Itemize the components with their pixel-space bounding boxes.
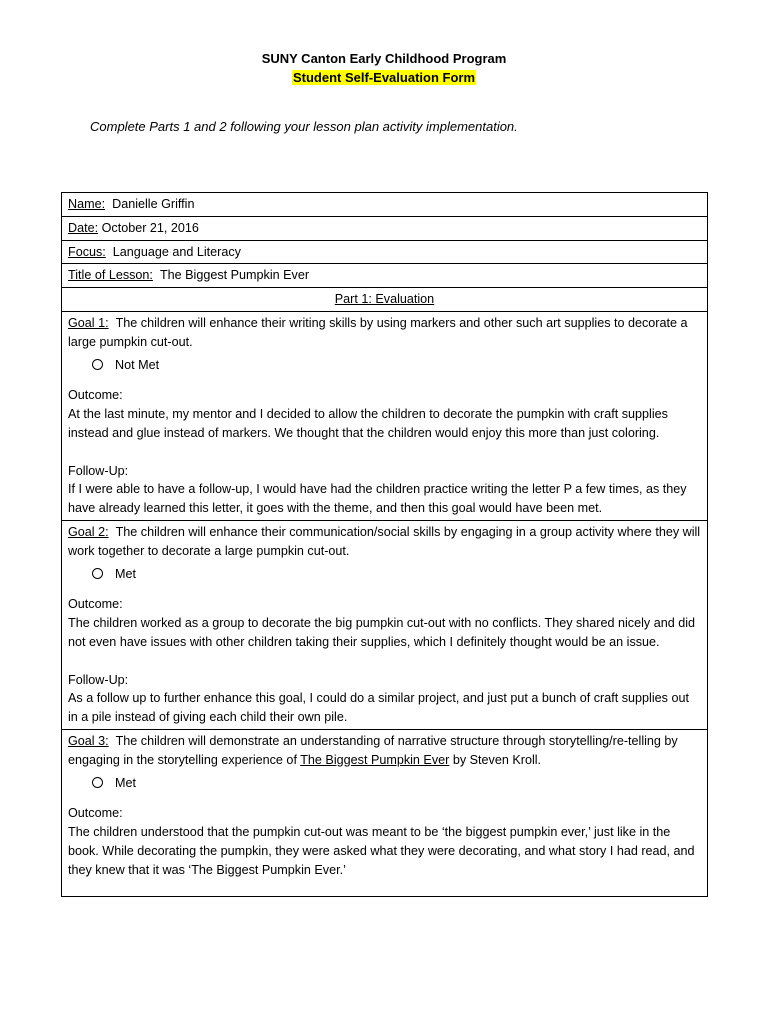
program-name: SUNY Canton Early Childhood Program bbox=[261, 51, 507, 66]
goal-2-statement bbox=[68, 523, 701, 561]
form-title: Student Self-Evaluation Form bbox=[292, 70, 475, 85]
goal-2-text: The children will enhance their communication/social skills by engaging in a group activity where they will work together to decorate a large pumpkin cut-out. bbox=[68, 524, 701, 558]
goal-3-status bbox=[92, 774, 701, 793]
goal-2-label: Goal 2: bbox=[68, 524, 109, 539]
date-row bbox=[62, 216, 708, 240]
goal-2-status bbox=[92, 565, 701, 584]
goal-1-followup-label: Follow-Up: bbox=[68, 463, 129, 478]
lesson-title-label: Title of Lesson: bbox=[68, 268, 153, 283]
goal-2-outcome-label: Outcome: bbox=[68, 597, 123, 612]
goal-3-row bbox=[62, 729, 708, 896]
goal-1-row bbox=[62, 311, 708, 520]
goal-3-text-after: by Steven Kroll. bbox=[452, 752, 542, 767]
spacer bbox=[68, 443, 701, 462]
goal-3-outcome-label: Outcome: bbox=[68, 806, 123, 821]
form-title-line bbox=[0, 68, 768, 87]
goal-3-status-text: Met bbox=[115, 775, 136, 790]
book-title: The Biggest Pumpkin Ever bbox=[300, 752, 450, 767]
lesson-title-row bbox=[62, 264, 708, 288]
goal-3-label: Goal 3: bbox=[68, 733, 109, 748]
radio-circle-icon bbox=[92, 568, 103, 579]
lesson-title-value: The Biggest Pumpkin Ever bbox=[159, 268, 310, 283]
radio-circle-icon bbox=[92, 359, 103, 370]
instructions: Complete Parts 1 and 2 following your lesson plan activity implementation. bbox=[90, 119, 518, 134]
goal-1-followup: If I were able to have a follow-up, I would have had the children practice writing the letter P a few times, as they have already learned this letter, it goes with the theme, and then this goal would have been met. bbox=[68, 482, 687, 516]
radio-circle-icon bbox=[92, 777, 103, 788]
part1-heading-row bbox=[62, 288, 708, 312]
goal-1-status bbox=[92, 356, 701, 375]
goal-2-status-text: Met bbox=[115, 566, 136, 581]
spacer bbox=[68, 652, 701, 671]
goal-1-label: Goal 1: bbox=[68, 315, 109, 330]
focus-value: Language and Literacy bbox=[112, 244, 241, 259]
goal-1-outcome: At the last minute, my mentor and I decided to allow the children to decorate the pumpkin with craft supplies instead and glue instead of markers. We thought that the children would enjoy this more than just coloring. bbox=[68, 407, 668, 440]
date-value: October 21, 2016 bbox=[101, 220, 199, 235]
goal-1-statement bbox=[68, 314, 701, 352]
goal-2-row bbox=[62, 520, 708, 729]
name-row bbox=[62, 193, 708, 217]
goal-2-followup: As a follow up to further enhance this goal, I could do a similar project, and just put a bunch of craft supplies out in a pile instead of giving each child their own pile. bbox=[68, 691, 689, 725]
goal-2-followup-label: Follow-Up: bbox=[68, 672, 129, 687]
goal-3-outcome: The children understood that the pumpkin cut-out was meant to be ‘the biggest pumpkin ever,’ just like in the book. While decorating the pumpkin, they were asked what they were decorating, and what story I had read, and they knew that it was ‘The Biggest Pumpkin Ever.’ bbox=[68, 825, 695, 877]
focus-label: Focus: bbox=[68, 244, 106, 259]
name-value: Danielle Griffin bbox=[112, 197, 195, 211]
name-label: Name: bbox=[68, 197, 106, 211]
date-label: Date: bbox=[68, 220, 99, 235]
goal-3-text: The children will demonstrate an understanding of narrative structure through storytelling/re-telling by engaging in the storytelling experience of bbox=[68, 733, 678, 767]
goal-2-outcome: The children worked as a group to decorate the big pumpkin cut-out with no conflicts. They shared nicely and did not even have issues with other children taking their supplies, which I definitely thought would be an issue. bbox=[68, 616, 696, 649]
focus-row bbox=[62, 240, 708, 264]
goal-1-text: The children will enhance their writing skills by using markers and other such art supplies to decorate a large pumpkin cut-out. bbox=[68, 315, 688, 349]
goal-1-outcome-label: Outcome: bbox=[68, 388, 123, 403]
part1-heading: Part 1: Evaluation bbox=[334, 292, 435, 307]
evaluation-form-table bbox=[61, 192, 708, 897]
document-header bbox=[0, 49, 768, 87]
goal-1-status-text: Not Met bbox=[115, 357, 160, 372]
goal-3-statement bbox=[68, 732, 701, 770]
